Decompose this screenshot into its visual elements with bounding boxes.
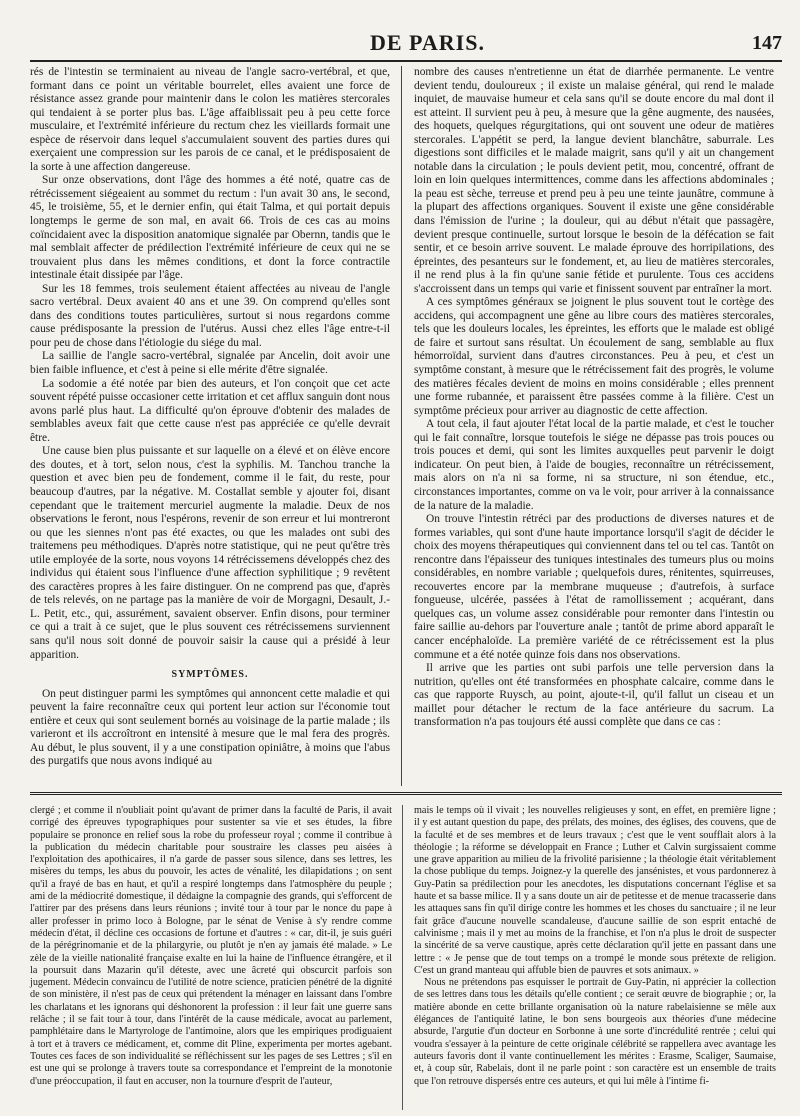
paragraph: La sodomie a été notée par bien des auteurs, et l'on conçoit que cet acte souvent répété puisse occasioner cette irritation et cet afflux sanguin dont nous avons parlé plus haut. La difficulté qu'on éprouve d'obtenir des malades de semblables aveux fait que cette cause n'est pas appréciée ce qu'elle devrait être. xyxy=(30,377,390,444)
paragraph: On peut distinguer parmi les symptômes qui annoncent cette maladie et qui peuvent la faire reconnaître ceux qui portent leur action sur l'économie tout entière et ceux qui sont seulement bornés au voisinage de la partie malade ; ils varieront et ils accroîtront en intensité à mesure que le mal fera des progrès. Au début, le plus souvent, il y a une constipation opiniâtre, à moins que l'abus des purgatifs que nous avons indiqué au xyxy=(30,687,390,768)
paragraph: A ces symptômes généraux se joignent le plus souvent tout le cortège des accidens, qui accompagnent une gêne au libre cours des matières stercorales, tels que les douleurs locales, les épreintes, les efforts que le malade est obligé de faire et surtout sans résultat. Un écoulement de sang, semblable au flux hémorroïdal, survient dans d'autres circonstances. Peu à peu, et c'est un symptôme constant, à mesure que le rétrécissement fait des progrès, le volume des matières fécales devient de moins en moins considérable ; elles prennent une forme rubannée, et paraissent être passées comme à la filière. C'est un symptôme précieux pour arriver au diagnostic de cette affection. xyxy=(414,296,774,417)
paragraph: Nous ne prétendons pas esquisser le portrait de Guy-Patin, ni apprécier la collection de ses lettres dans tous les détails qu'elle contient ; ce serait œuvre de biographie ; or, la matière abonde en cette brillante organisation où la nature rabelaisienne se mêle aux élégances de l'antiquité latine, le bon sens bourgeois aux théories d'une médecine absurde, l'argutie d'un docteur en Sorbonne à une sorte d'incrédulité rentrée ; celui qui voudra s'essayer à la peinture de cette originale célébrité se rappellera avec avantage les auteurs favoris dont il vante continuellement les mérites : Erasme, Scaliger, Saumaise, et, à coup sûr, Rabelais, dont il ne parle point : son caractère est un ensemble de traits que l'on retrouve dispersés entre ces auteurs, et qui lui mêle à l'intime fi- xyxy=(414,977,776,1087)
page-number: 147 xyxy=(752,32,782,54)
paragraph: clergé ; et comme il n'oubliait point qu'avant de primer dans la faculté de Paris, il avait corrigé des épreuves typographiques pour sustenter sa vie et ses études, la fibre populaire se prononce en relief sous la robe du professeur royal ; comme il contribue à la publication du médecin charitable pour soustraire les classes peu aisées à l'exploitation des apothicaires, il n'a garde de passer sous silence, dans ses lettres, les misères du temps, les abus du pouvoir, les actes de vénalité, les dilapidations ; on sent qu'il a frayé de bas en haut, et qu'il a respiré longtemps dans l'atmosphère du peuple ; ami de la médiocrité domestique, il dédaigne la compagnie des grands, qui s'efforcent de l'attirer par des présens dans leurs réunions ; invité tour à tour par le nonce du pape à aller professer in primo loco à Bologne, par le sénat de Venise à s'y rendre comme médecin d'état, il décline ces occasions de fortune et d'autres : « car, dit-il, je suis guéri de la pérégrinomanie et de la philargyrie, ou plutôt je n'en ay jamais été malade. » Le zèle de la vieille nationalité française exalte en lui la haine de l'influence étrangère, et il la poursuit dans Mazarin qu'il déteste, avec une âcreté qui obscurcit parfois son jugement. Médecin convaincu de l'utilité de notre science, praticien pénétré de la dignité de son ministère, il n'est pas de ceux qui prétendent la ménager en laissant dans l'ombre les charlatans et les ignorans qui déshonorent la profession : il leur fait une guerre sans relâche ; il se fait tour à tour, dans l'intérêt de la cause médicale, avocat au parlement, pamphlétaire dans le Martyrologe de l'antimoine, alors que les empiriques prodiguaient à tort et à travers ce médicament, et, comme dit Pline, experimenta per mortes agebant. Toutes ces faces de son individualité se réfléchissent sur les pages de ses Lettres ; s'il en est une qui se prolonge à travers toute sa correspondance et l'empreint de la monotonie d'une préoccupation, il faut en accuser, non la tournure d'esprit de l'auteur, xyxy=(30,805,392,1087)
paragraph: mais le temps où il vivait ; les nouvelles religieuses y sont, en effet, en première ligne ; il y est autant question du pape, des prélats, des moines, des églises, des couvens, que de la faculté et de ses membres et de leurs travaux ; c'est que le vent soufflait alors à la théologie ; la réforme se développait en France ; Luther et Calvin surgissaient comme une grave apparition au milieu de la frivolité parisienne ; la théologie était véritablement la chose publique du temps. Joignez-y la querelle des jansénistes, et vous pardonnerez à Guy-Patin sa prédilection pour les anecdotes, les disputations concernant l'église et sa haute et sa basse milice. Il y a sans doute un air de petitesse et de menue tracasserie dans les attaques sans fin qu'il dirige contre les hommes et les choses du sanctuaire ; il ne leur fait grâce d'aucune nouvelle scandaleuse, d'aucune saillie de son esprit entaché de calvinisme ; mais il y met au moins de la franchise, et l'on n'a plus le droit de suspecter la sincérité de sa verve caustique, après cette déclaration qu'il jette en passant dans une lettre : « Je pense que de tout temps on a trompé le monde sous prétexte de religion. C'est un grand manteau qui affuble bien de pauvres et sots animaux. » xyxy=(414,805,776,976)
feuilleton-right-column xyxy=(414,805,776,1088)
paragraph: A tout cela, il faut ajouter l'état local de la partie malade, et c'est le toucher qui le fait connaître, lorsque toutefois le siége ne dépasse pas trois pouces ou trois pouces et demi, qui sont les limites auxquelles peut parvenir le doigt indicateur. On peut bien, à l'aide de bougies, reconnaître un rétrécissement, mais alors on n'a ni sa forme, ni sa structure, ni son étendue, etc., circonstances importantes, comme on va le voir, pour arriver à la connaissance de la nature de la maladie. xyxy=(414,418,774,512)
right-column xyxy=(414,66,774,730)
paragraph: Sur onze observations, dont l'âge des hommes a été noté, quatre cas de rétrécissement siégeaient au sommet du rectum : l'un avait 30 ans, le second, 45, le troisième, 55, et le dernier enfin, qui était Talma, et qui portait depuis longtemps le germe de son mal, en avait 66. Trois de ces cas au moins coïncidaient avec la disposition anatomique signalée par Obernn, tandis que le mal semblait affecter de prédilection l'extrémité inférieure de ceux qui ne se trouvaient plus dans les mêmes conditions, et dont la force contractile intestinale était dissipée par l'âge. xyxy=(30,174,390,282)
paragraph: nombre des causes n'entretienne un état de diarrhée permanente. Le ventre devient tendu, douloureux ; il existe un malaise général, qui rend le malade inquiet, de mauvaise humeur et cela sans qu'il se doute encore du mal dont il est atteint. Il survient peu à peu, à mesure que la gêne augmente, des nausées, des hoquets, quelques régurgitations, qui ont souvent une odeur de matières stercorales. L'appétit se perd, la langue devient blanchâtre, saburrale. Les digestions sont difficiles et le malade maigrit, sans qu'il y ait un changement notable dans la circulation ; le pouls devient petit, mou, concentré, offrant de loin en loin quelques intermittences, comme dans les affections abdominales ; la peau est sèche, terreuse et prend peu à peu une teinte jaunâtre, commune à la plupart des affections organiques. Souvent il existe une gêne considérable dans l'émission de l'urine ; la douleur, qui au début n'était que passagère, devient presque continuelle, surtout lorsque le besoin de la défécation se fait sentir, et ce besoin arrive souvent. Le malade éprouve des horripilations, des épreintes, des pesanteurs sur le fondement, et, au lieu de matières stercorales, il ne rend plus à la fin qu'une sanie fétide et purulente. Tous ces accidens s'accroissent dans un temps qui varie et finissent souvent par entraîner la mort. xyxy=(414,66,774,295)
left-column xyxy=(30,66,390,769)
section-heading: SYMPTÔMES. xyxy=(171,669,249,681)
header-rule xyxy=(30,60,782,62)
feuilleton-left-column xyxy=(30,805,392,1088)
paragraph: On trouve l'intestin rétréci par des productions de diverses natures et de formes variables, qui sont d'une haute importance lorsqu'il s'agit de décider le choix des moyens thérapeutiques qui conviennent dans tel ou tel cas. Tantôt on rencontre dans l'épaisseur des tuniques intestinales des tumeurs plus ou moins considérables, en nombre variable ; quelquefois dures, rénitentes, squirreuses, recouvertes encore par la membrane muqueuse ; d'autrefois, à surface fongueuse, ulcérée, passées à l'état de ramollissement ; acquérant, dans quelques cas, un volume assez considérable pour remonter dans l'intestin ou faire saillie au-dehors par l'ouverture anale ; tantôt de prime abord apparaît le cancer encéphaloïde. La première variété de ce rétrécissement est la plus commune et a été notée quinze fois dans nos observations. xyxy=(414,513,774,661)
paragraph: Une cause bien plus puissante et sur laquelle on a élevé et on élève encore des doutes, et à tort, selon nous, c'est la syphilis. M. Tanchou tranche la question et avec bien peu de fondement, comme il le fait, du reste, pour beaucoup d'autres, par la négative. M. Costallat semble y ajouter foi, disant cependant que le traitement mercuriel augmente la maladie. Deux de nos observations le feront, nous l'espérons, revenir de son erreur et lui montreront ou que les siennes n'ont pas été exactes, ou que les malades ont subi des traitemens peu méthodiques. D'après notre statistique, qui ne peut qu'être très utile employée de la sorte, nous voyons 14 rétrécissemens développés chez des individus qui étaient sous l'influence d'une affection syphilitique ; 9 revêtent des caractères propres à les faire distinguer. On ne comprend pas que, d'après de tels relevés, on ne partage pas la manière de voir de Morgagni, Desault, J.-L. Petit, etc., qui, assurément, savaient observer. Enfin disons, pour terminer ce qui a trait à ce sujet, que le plus souvent ces rétrécissemens surviennent sans qu'il nous soit donné de pouvoir saisir la cause qui a présidé à leur apparition. xyxy=(30,445,390,661)
feuilleton-rule xyxy=(30,792,782,795)
paragraph: rés de l'intestin se terminaient au niveau de l'angle sacro-vertébral, et que, formant dans ce point un véritable bourrelet, elles avaient une force de résistance assez grande pour maintenir dans le colon les matières stercorales qui tendaient à se porter plus bas. L'âge affaiblissait peu à peu cette force musculaire, et l'extrémité inférieure du rectum chez les vieillards formait une espèce de réservoir dans lequel s'accumulaient souvent des parties dures qui exerçaient une compression sur les parois de ce canal, et le prédisposaient de la sorte à une affection dangereuse. xyxy=(30,66,390,173)
paragraph: La saillie de l'angle sacro-vertébral, signalée par Ancelin, doit avoir une bien faible influence, et c'est à peine si elle mérite d'être signalée. xyxy=(30,350,390,377)
paragraph: Il arrive que les parties ont subi parfois une telle perversion dans la nutrition, qu'elles ont été transformées en phosphate calcaire, comme dans le cas que rapporte Ruysch, au point, ajoute-t-il, qu'il fallut un ciseau et un maillet pour détacher le rectum de la face antérieure du sacrum. La transformation n'a pas toujours été aussi complète que dans ce cas : xyxy=(414,662,774,729)
column-divider xyxy=(401,66,402,786)
page-header xyxy=(30,30,782,58)
feuilleton-divider xyxy=(402,805,403,1110)
masthead-title: DE PARIS. xyxy=(370,30,485,55)
paragraph: Sur les 18 femmes, trois seulement étaient affectées au niveau de l'angle sacro vertébral. Deux avaient 40 ans et une 39. On comprend qu'elles sont dans des conditions toutes particulières, surtout si nous regardons comme cause prédisposante la pression de l'utérus. Aussi chez elles l'âge entre-t-il pour peu de chose dans l'étiologie du siége du mal. xyxy=(30,282,390,349)
newspaper-page xyxy=(30,0,782,1116)
